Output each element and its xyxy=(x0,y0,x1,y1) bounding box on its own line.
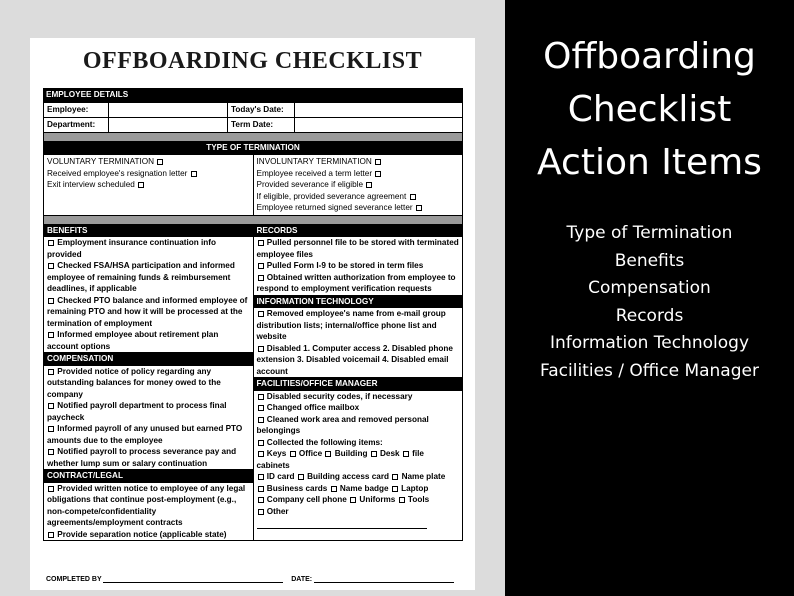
checkbox[interactable] xyxy=(392,486,398,492)
contract-legal-header: CONTRACT/LEGAL xyxy=(44,469,253,483)
checkbox[interactable] xyxy=(258,486,264,492)
checklist-item: Changed office mailbox xyxy=(254,402,463,414)
checkbox[interactable] xyxy=(138,182,144,188)
checkbox[interactable] xyxy=(258,346,264,352)
checkbox[interactable] xyxy=(258,451,264,457)
involuntary-column xyxy=(253,155,463,215)
checkbox[interactable] xyxy=(258,405,264,411)
checklist-item: Exit interview scheduled xyxy=(47,179,250,191)
checklist-item: Provided severance if eligible xyxy=(257,179,460,191)
footer xyxy=(46,576,466,583)
checkbox[interactable] xyxy=(375,159,381,165)
termination-header: TYPE OF TERMINATION xyxy=(43,141,463,155)
date-label: DATE: xyxy=(291,576,313,583)
panel-list-item: Benefits xyxy=(614,250,685,271)
checkbox[interactable] xyxy=(258,417,264,423)
checkbox[interactable] xyxy=(403,451,409,457)
checklist-item: Obtained written authorization from employee to respond to employment verification requests xyxy=(256,272,456,293)
checkbox[interactable] xyxy=(258,275,264,281)
termination-section xyxy=(43,154,463,216)
summary-panel xyxy=(505,0,794,596)
separator xyxy=(43,216,463,224)
panel-list-item: Records xyxy=(615,305,684,326)
department-field[interactable] xyxy=(109,117,228,132)
it-header: INFORMATION TECHNOLOGY xyxy=(254,295,463,309)
collect-row: Company cell phone Uniforms Tools xyxy=(254,494,463,506)
checklist-item: Employment insurance continuation info provided xyxy=(47,238,217,259)
checkbox[interactable] xyxy=(48,403,54,409)
checkbox[interactable] xyxy=(399,497,405,503)
checkbox[interactable] xyxy=(331,486,337,492)
checkbox[interactable] xyxy=(392,474,398,480)
separator xyxy=(43,133,463,141)
department-label: Department: xyxy=(44,117,109,132)
checklist-item: Provided written notice to employee of any legal obligations that continue post-employment (e.g., non-compete/confidentiality agreements/employment contracts xyxy=(47,483,246,527)
checkbox[interactable] xyxy=(48,532,54,538)
panel-list-item: Facilities / Office Manager xyxy=(540,360,759,381)
records-header: RECORDS xyxy=(254,224,463,238)
checkbox[interactable] xyxy=(258,440,264,446)
checklist-item: Checked FSA/HSA participation and informed employee of remaining funds & reimbursement deadlines, if applicable xyxy=(47,261,235,293)
checklist-sheet xyxy=(43,88,463,541)
involuntary-title: INVOLUNTARY TERMINATION xyxy=(257,156,460,168)
completed-by-field[interactable] xyxy=(103,582,283,583)
employee-label: Employee: xyxy=(44,102,109,117)
checklist-item: Employee received a term letter xyxy=(257,168,460,180)
employee-field[interactable] xyxy=(109,102,228,117)
right-column xyxy=(253,224,463,541)
checklist-item: Notified payroll to process severance pay and whether lump sum or salary continuation xyxy=(47,447,237,468)
checkbox[interactable] xyxy=(258,474,264,480)
checkbox[interactable] xyxy=(258,263,264,269)
checklist-item: If eligible, provided severance agreement xyxy=(257,191,460,203)
completed-by-label: COMPLETED BY xyxy=(46,576,102,583)
checklist-item: Collected the following items: xyxy=(254,437,463,449)
checklist-item: Informed payroll of any unused but earned PTO amounts due to the employee xyxy=(47,424,243,445)
lower-section xyxy=(43,224,463,542)
other-field[interactable] xyxy=(257,528,427,529)
checklist-item: Disabled security codes, if necessary xyxy=(254,391,463,403)
panel-list-item: Compensation xyxy=(588,278,711,298)
checkbox[interactable] xyxy=(290,451,296,457)
checklist-item: Received employee's resignation letter xyxy=(47,168,250,180)
panel-list-item: Type of Termination xyxy=(566,223,733,243)
checkbox[interactable] xyxy=(48,298,54,304)
checkbox[interactable] xyxy=(375,171,381,177)
document-title: OFFBOARDING CHECKLIST xyxy=(82,48,423,74)
checkbox[interactable] xyxy=(258,497,264,503)
checklist-item: Disabled 1. Computer access 2. Disabled phone extension 3. Disabled voicemail 4. Disabled email account xyxy=(256,343,453,376)
checklist-item: Provide separation notice (applicable state) xyxy=(44,529,253,541)
collect-row: Business cards Name badge Laptop xyxy=(254,483,463,495)
checkbox[interactable] xyxy=(258,394,264,400)
checkbox[interactable] xyxy=(371,451,377,457)
checklist-document xyxy=(30,38,475,590)
compensation-header: COMPENSATION xyxy=(44,352,253,366)
panel-title-line: Checklist xyxy=(567,89,732,130)
checkbox[interactable] xyxy=(325,451,331,457)
voluntary-title: VOLUNTARY TERMINATION xyxy=(47,156,250,168)
checkbox[interactable] xyxy=(258,240,264,246)
collect-row: Keys Office Building Desk file cabinets xyxy=(256,449,424,470)
checkbox[interactable] xyxy=(410,194,416,200)
checkbox[interactable] xyxy=(157,159,163,165)
checklist-item: Pulled Form I-9 to be stored in term files xyxy=(254,260,463,272)
facilities-header: FACILITIES/OFFICE MANAGER xyxy=(254,377,463,391)
voluntary-column xyxy=(44,155,253,215)
panel-title-line: Offboarding xyxy=(543,36,756,77)
panel-title-line: Action Items xyxy=(537,142,762,183)
checklist-item: Cleaned work area and removed personal belongings xyxy=(256,414,429,435)
collect-row: ID card Building access card Name plate xyxy=(254,471,463,483)
checklist-item: Informed employee about retirement plan account options xyxy=(47,330,219,351)
checkbox[interactable] xyxy=(191,171,197,177)
panel-title xyxy=(505,30,794,189)
benefits-header: BENEFITS xyxy=(44,224,253,238)
checklist-item: Removed employee's name from e-mail group distribution lists; internal/office phone list and website xyxy=(256,309,446,341)
checklist-item: Checked PTO balance and informed employee of remaining PTO and how it will be processed at the termination of employment xyxy=(47,295,248,328)
todays-date-label: Today's Date: xyxy=(228,102,295,117)
checkbox[interactable] xyxy=(350,497,356,503)
employee-details-header: EMPLOYEE DETAILS xyxy=(43,88,463,102)
date-field[interactable] xyxy=(314,582,454,583)
employee-details-table xyxy=(43,102,463,133)
checkbox[interactable] xyxy=(48,263,54,269)
term-date-field[interactable] xyxy=(295,117,463,132)
todays-date-field[interactable] xyxy=(295,102,463,117)
checkbox[interactable] xyxy=(48,369,54,375)
checklist-item: Employee returned signed severance letter xyxy=(257,202,460,214)
checkbox[interactable] xyxy=(48,486,54,492)
term-date-label: Term Date: xyxy=(228,117,295,132)
checkbox[interactable] xyxy=(48,332,54,338)
checkbox[interactable] xyxy=(366,182,372,188)
panel-list xyxy=(505,220,794,385)
checkbox[interactable] xyxy=(298,474,304,480)
checklist-item: Pulled personnel file to be stored with terminated employee files xyxy=(256,238,459,259)
checkbox[interactable] xyxy=(48,449,54,455)
checklist-item: Notified payroll department to process final paycheck xyxy=(47,401,227,422)
panel-list-item: Information Technology xyxy=(549,333,750,353)
checklist-item: Provided notice of policy regarding any outstanding balances for money owed to the company xyxy=(47,366,221,399)
left-column xyxy=(44,224,253,541)
checkbox[interactable] xyxy=(48,240,54,246)
checkbox[interactable] xyxy=(258,509,264,515)
collect-row: Other xyxy=(254,506,463,529)
checkbox[interactable] xyxy=(258,311,264,317)
checkbox[interactable] xyxy=(48,426,54,432)
checkbox[interactable] xyxy=(416,205,422,211)
